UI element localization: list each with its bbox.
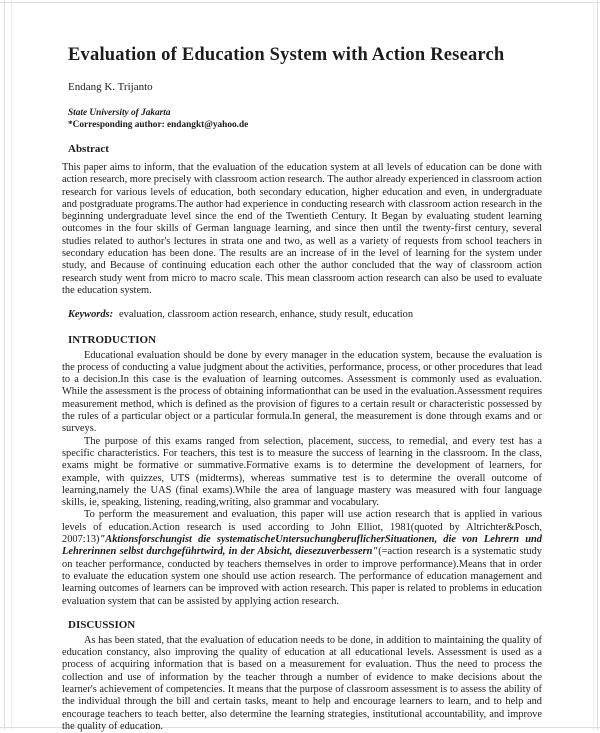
author-name: Endang K. Trijanto: [68, 81, 153, 93]
discussion-heading: DISCUSSION: [68, 618, 136, 631]
section-gap: [62, 608, 542, 619]
intro-p3-lead: To perform the measurement and evaluation, this paper will use action research that is applied in various levels of education.Action research is used according to John Elliot, 1981(quoted by Altrichter&Posch, 2007:13): [62, 509, 542, 546]
page-edge-left: [4, 0, 5, 730]
page-edge-top: [0, 2, 600, 3]
abstract-heading: Abstract: [68, 143, 109, 155]
intro-p3-trail: (=action research is a systematic study on teacher performance, conducted by teachers themselves in order to improve performance).Means that in order to evaluate the education system one should use action research. The performance of education management and learning outcomes of learners can be improved with action research. This paper is related to problems in education evaluation system that can be assisted by applying action research.: [62, 546, 542, 607]
page-edge-right: [597, 0, 598, 730]
german-quote: "Aktionsforschungist die systematischeUntersuchungberuflicherSituationen, die von Lehrern und Lehrerinnen selbst durchgeführtwird, in der Absicht, diesezuverbessern": [62, 534, 542, 558]
discussion-paragraph-1: As has been stated, that the evaluation of education needs to be done, in addition to maintaining the quality of education constancy, also improving the quality of education at all educational levels. Assessment is used as a process of acquiring information that is based on a measurement for evaluation. Thus the need to process the collection and use of information by the teacher through a number of evidence to make decisions about the learner's achievement of competencies. It means that the purpose of classroom assessment is to assess the ability of the individual through the bill and certain tasks, meant to help and encourage learners to learn, and to help and encourage teachers to teach better, also determine the learning strategies, institutional accountability, and improve the quality of education.: [62, 634, 542, 732]
paper-content: [62, 44, 542, 733]
introduction-heading: INTRODUCTION: [68, 333, 157, 346]
page-edge-left-inner: [11, 0, 12, 730]
intro-paragraph-1: Educational evaluation should be done by every manager in the education system, because the evaluation is the process of conducting a value judgment about the activities, performance, process, or other procedures that lead to a decision.In this case is the evaluation of learning outcomes. Assessment is commonly used as evaluation. While the assessment is the process of obtaining informationthat can be used in the evaluation.Assessment requires measurement method, which is defined as the provision of figures to a certain result or characteristic possessed by the rules of a particular object or a particular formula.In general, the measurement is done through exams and or surveys.: [62, 349, 542, 435]
intro-paragraph-3: [62, 509, 542, 607]
abstract-text: This paper aims to inform, that the evaluation of the education system at all levels of education can be done with action research, more precisely with classroom action research. The author already experienced in classroom action research for various levels of education, both secondary education, higher education and even, in undergraduate and postgraduate programs.The author had experience in conducting research with classroom action research in the beginning undergraduate level since the end of the Twentieth Century. It Began by evaluating student learning outcomes in the four skills of German language learning, and since then until the twenty-first century, several studies related to author's lectures in strata one and two, as well as a variety of requests from school teachers in secondary education has been done. The results are an increase of in the level of learning for the system under study, and Because of continuing education each other the author concluded that the way of classroom action research study went from micro to macro scale. This mean classroom action research can also be used to evaluate the education system.: [62, 162, 542, 296]
keywords-line: [68, 309, 542, 321]
keywords-text: evaluation, classroom action research, enhance, study result, education: [119, 309, 414, 321]
page-edge-right-inner: [593, 0, 594, 730]
affiliation: State University of Jakarta: [68, 108, 171, 118]
intro-paragraph-2: The purpose of this exams ranged from selection, placement, success, to remedial, and every test has a specific characteristics. For teachers, this test is to measure the success of learning in the classroom. In the class, exams might be formative or summative.Formative exams is to determine the development of learners, for example, with quizzes, UTS (midterms), whereas summative test is to determine the overall outcome of learning,namely the UAS (final exams).While the area of language mastery was measured with four language skills, ie, speaking, listening, reading,writing, also grammar and vocabulary.: [62, 435, 542, 509]
corresponding-author: *Corresponding author: endangkt@yahoo.de: [68, 119, 249, 130]
keywords-label: Keywords:: [68, 309, 114, 321]
page-title: Evaluation of Education System with Action Research: [68, 45, 505, 65]
